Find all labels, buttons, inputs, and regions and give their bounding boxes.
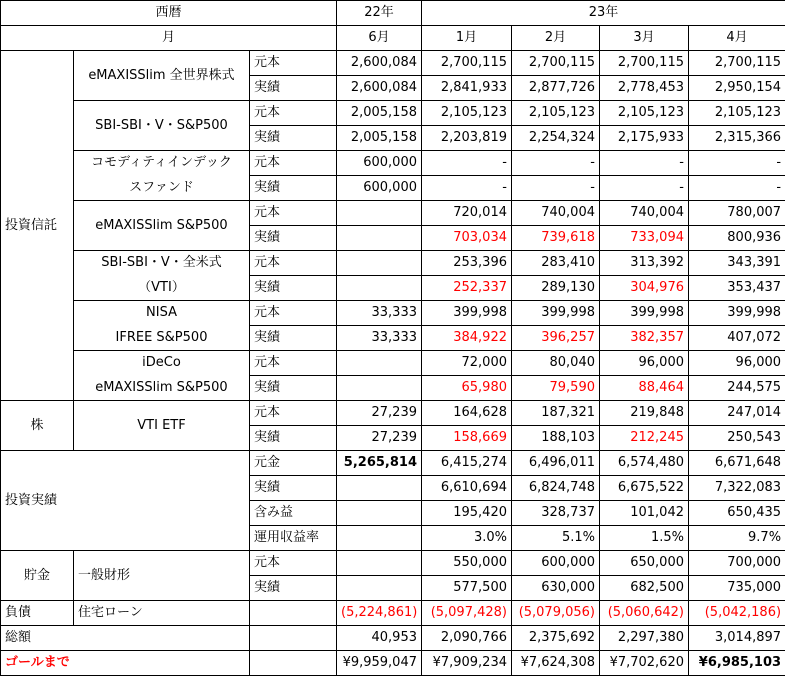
stock-jisseki-value: 158,669 [422, 426, 512, 451]
jisseki-value: 289,130 [512, 276, 600, 301]
fund-row-gankin [1, 51, 785, 76]
perf-jisseki-value [337, 476, 422, 501]
goal-value: ¥9,959,047 [337, 651, 422, 676]
jisseki-value: 2,315,366 [689, 126, 785, 151]
gankin-label: 元本 [250, 151, 337, 176]
fund-row-jisseki [1, 176, 785, 201]
genkin-value: 6,574,480 [600, 451, 689, 476]
stock-name: VTI ETF [74, 401, 250, 451]
perf-jisseki-value: 7,322,083 [689, 476, 785, 501]
jisseki-value: - [689, 176, 785, 201]
gankin-value: 2,700,115 [512, 51, 600, 76]
gankin-value: 740,004 [512, 201, 600, 226]
jisseki-value: 396,257 [512, 326, 600, 351]
header-month: 6月 [337, 26, 422, 51]
empty-cell [250, 601, 337, 626]
jisseki-value: 2,175,933 [600, 126, 689, 151]
stock-jisseki-value: 27,239 [337, 426, 422, 451]
debt-name: 住宅ローン [74, 601, 250, 626]
fund-name: SBI-SBI・V・全米式 [74, 251, 250, 276]
genkin-value: 6,671,648 [689, 451, 785, 476]
fund-row-gankin [1, 201, 785, 226]
perf-jisseki-value: 6,675,522 [600, 476, 689, 501]
section-sougaku: 総額 [1, 626, 250, 651]
genkin-label: 元金 [250, 451, 337, 476]
jisseki-value: - [422, 176, 512, 201]
fund-name: eMAXISSlim S&P500 [74, 201, 250, 251]
total-value: 2,090,766 [422, 626, 512, 651]
gankin-label: 元本 [250, 301, 337, 326]
fund-name-line2: eMAXISSlim S&P500 [74, 376, 250, 401]
gankin-value: 399,998 [512, 301, 600, 326]
savings-gankin-value: 650,000 [600, 551, 689, 576]
gankin-value: - [689, 151, 785, 176]
perf-jisseki-value: 6,610,694 [422, 476, 512, 501]
section-chokin: 貯金 [1, 551, 74, 601]
debt-row [1, 601, 785, 626]
fund-row-jisseki [1, 376, 785, 401]
gankin-label: 元本 [250, 351, 337, 376]
fund-name: iDeCo [74, 351, 250, 376]
fund-name: コモディティインデック [74, 151, 250, 176]
fukumieki-value: 650,435 [689, 501, 785, 526]
savings-jisseki-value: 577,500 [422, 576, 512, 601]
gankin-value: 2,700,115 [689, 51, 785, 76]
debt-value: (5,097,428) [422, 601, 512, 626]
fund-row-jisseki [1, 326, 785, 351]
jisseki-value: 65,980 [422, 376, 512, 401]
header-month-label: 月 [1, 26, 337, 51]
gankin-value: 399,998 [422, 301, 512, 326]
unyou-label: 運用収益率 [250, 526, 337, 551]
debt-value: (5,060,642) [600, 601, 689, 626]
total-value: 2,297,380 [600, 626, 689, 651]
header-month: 2月 [512, 26, 600, 51]
genkin-value: 5,265,814 [337, 451, 422, 476]
savings-row-gankin [1, 551, 785, 576]
savings-gankin-value [337, 551, 422, 576]
stock-jisseki-value: 188,103 [512, 426, 600, 451]
perf-row-genkin [1, 451, 785, 476]
savings-jisseki-value [337, 576, 422, 601]
jisseki-label: 実績 [250, 276, 337, 301]
debt-value: (5,224,861) [337, 601, 422, 626]
gankin-label: 元本 [250, 101, 337, 126]
jisseki-value: 33,333 [337, 326, 422, 351]
goal-value: ¥7,624,308 [512, 651, 600, 676]
gankin-value: - [600, 151, 689, 176]
jisseki-value: 244,575 [689, 376, 785, 401]
jisseki-label: 実績 [250, 576, 337, 601]
jisseki-value [337, 276, 422, 301]
gankin-value: 2,105,123 [422, 101, 512, 126]
goal-value: ¥7,909,234 [422, 651, 512, 676]
stock-row-gankin [1, 401, 785, 426]
savings-name: 一般財形 [74, 551, 250, 601]
jisseki-label: 実績 [250, 126, 337, 151]
savings-jisseki-value: 735,000 [689, 576, 785, 601]
gankin-value: 253,396 [422, 251, 512, 276]
goal-value: ¥6,985,103 [689, 651, 785, 676]
gankin-value: 343,391 [689, 251, 785, 276]
jisseki-value: - [512, 176, 600, 201]
total-value: 40,953 [337, 626, 422, 651]
fund-name: eMAXISSlim 全世界株式 [74, 51, 250, 101]
unyou-value [337, 526, 422, 551]
savings-gankin-value: 700,000 [689, 551, 785, 576]
jisseki-value: 88,464 [600, 376, 689, 401]
fund-row-gankin [1, 301, 785, 326]
fukumieki-label: 含み益 [250, 501, 337, 526]
fund-name-line2: （VTI） [74, 276, 250, 301]
debt-value: (5,042,186) [689, 601, 785, 626]
gankin-label: 元本 [250, 201, 337, 226]
empty-cell [250, 626, 337, 651]
savings-jisseki-value: 682,500 [600, 576, 689, 601]
gankin-value: 2,700,115 [600, 51, 689, 76]
perf-jisseki-value: 6,824,748 [512, 476, 600, 501]
stock-gankin-value: 247,014 [689, 401, 785, 426]
gankin-value: 313,392 [600, 251, 689, 276]
gankin-value: 399,998 [600, 301, 689, 326]
jisseki-value [337, 226, 422, 251]
jisseki-value: 2,600,084 [337, 76, 422, 101]
gankin-value: 399,998 [689, 301, 785, 326]
header-year-23: 23年 [422, 1, 785, 26]
jisseki-value: 2,005,158 [337, 126, 422, 151]
gankin-label: 元本 [250, 401, 337, 426]
jisseki-value: 2,254,324 [512, 126, 600, 151]
jisseki-value: 739,618 [512, 226, 600, 251]
jisseki-value: 304,976 [600, 276, 689, 301]
total-value: 2,375,692 [512, 626, 600, 651]
genkin-value: 6,415,274 [422, 451, 512, 476]
fund-row-gankin [1, 151, 785, 176]
gankin-value: 720,014 [422, 201, 512, 226]
debt-value: (5,079,056) [512, 601, 600, 626]
section-toushi-jisseki: 投資実績 [1, 451, 250, 551]
jisseki-label: 実績 [250, 376, 337, 401]
stock-gankin-value: 219,848 [600, 401, 689, 426]
stock-jisseki-value: 250,543 [689, 426, 785, 451]
jisseki-label: 実績 [250, 326, 337, 351]
goal-row [1, 651, 785, 676]
fund-name: SBI-SBI・V・S&P500 [74, 101, 250, 151]
gankin-value: - [512, 151, 600, 176]
stock-gankin-value: 164,628 [422, 401, 512, 426]
gankin-value [337, 351, 422, 376]
gankin-value: 33,333 [337, 301, 422, 326]
savings-jisseki-value: 630,000 [512, 576, 600, 601]
gankin-label: 元本 [250, 51, 337, 76]
gankin-label: 元本 [250, 251, 337, 276]
jisseki-label: 実績 [250, 76, 337, 101]
fund-name-line2: IFREE S&P500 [74, 326, 250, 351]
fund-name-line2: スファンド [74, 176, 250, 201]
header-month: 3月 [600, 26, 689, 51]
header-year-22: 22年 [337, 1, 422, 26]
savings-gankin-value: 550,000 [422, 551, 512, 576]
header-seireki: 西暦 [1, 1, 337, 26]
jisseki-value: 703,034 [422, 226, 512, 251]
section-toushi-shintaku: 投資信託 [1, 51, 74, 401]
fukumieki-value [337, 501, 422, 526]
jisseki-value: 2,203,819 [422, 126, 512, 151]
gankin-value [337, 251, 422, 276]
gankin-value [337, 201, 422, 226]
gankin-value: 600,000 [337, 151, 422, 176]
gankin-value: 96,000 [600, 351, 689, 376]
stock-gankin-value: 187,321 [512, 401, 600, 426]
section-fusai: 負債 [1, 601, 74, 626]
stock-jisseki-value: 212,245 [600, 426, 689, 451]
goal-value: ¥7,702,620 [600, 651, 689, 676]
gankin-value: 740,004 [600, 201, 689, 226]
savings-gankin-value: 600,000 [512, 551, 600, 576]
jisseki-value: 382,357 [600, 326, 689, 351]
gankin-value: 2,105,123 [600, 101, 689, 126]
jisseki-value [337, 376, 422, 401]
gankin-value: 80,040 [512, 351, 600, 376]
fund-row-gankin [1, 251, 785, 276]
gankin-value: 2,105,123 [512, 101, 600, 126]
jisseki-label: 実績 [250, 176, 337, 201]
gankin-value: 2,700,115 [422, 51, 512, 76]
jisseki-value: 2,778,453 [600, 76, 689, 101]
jisseki-label: 実績 [250, 426, 337, 451]
fund-name: NISA [74, 301, 250, 326]
gankin-value: 2,005,158 [337, 101, 422, 126]
fukumieki-value: 101,042 [600, 501, 689, 526]
section-goal: ゴールまで [1, 651, 250, 676]
jisseki-value: 252,337 [422, 276, 512, 301]
genkin-value: 6,496,011 [512, 451, 600, 476]
jisseki-label: 実績 [250, 226, 337, 251]
gankin-value: 96,000 [689, 351, 785, 376]
section-kabu: 株 [1, 401, 74, 451]
fukumieki-value: 328,737 [512, 501, 600, 526]
gankin-value: 780,007 [689, 201, 785, 226]
fukumieki-value: 195,420 [422, 501, 512, 526]
jisseki-value: 353,437 [689, 276, 785, 301]
stock-gankin-value: 27,239 [337, 401, 422, 426]
gankin-value: - [422, 151, 512, 176]
header-month-row [1, 26, 785, 51]
unyou-value: 1.5% [600, 526, 689, 551]
jisseki-value: - [600, 176, 689, 201]
jisseki-value: 79,590 [512, 376, 600, 401]
jisseki-value: 2,877,726 [512, 76, 600, 101]
gankin-value: 2,600,084 [337, 51, 422, 76]
gankin-label: 元本 [250, 551, 337, 576]
fund-row-jisseki [1, 276, 785, 301]
unyou-value: 9.7% [689, 526, 785, 551]
total-value: 3,014,897 [689, 626, 785, 651]
header-month: 4月 [689, 26, 785, 51]
jisseki-value: 800,936 [689, 226, 785, 251]
jisseki-value: 600,000 [337, 176, 422, 201]
fund-row-gankin [1, 101, 785, 126]
gankin-value: 283,410 [512, 251, 600, 276]
jisseki-value: 2,950,154 [689, 76, 785, 101]
total-row [1, 626, 785, 651]
fund-row-gankin [1, 351, 785, 376]
unyou-value: 5.1% [512, 526, 600, 551]
jisseki-value: 2,841,933 [422, 76, 512, 101]
unyou-value: 3.0% [422, 526, 512, 551]
empty-cell [250, 651, 337, 676]
header-year-row [1, 1, 785, 26]
jisseki-value: 384,922 [422, 326, 512, 351]
jisseki-label: 実績 [250, 476, 337, 501]
gankin-value: 2,105,123 [689, 101, 785, 126]
gankin-value: 72,000 [422, 351, 512, 376]
jisseki-value: 733,094 [600, 226, 689, 251]
jisseki-value: 407,072 [689, 326, 785, 351]
header-month: 1月 [422, 26, 512, 51]
